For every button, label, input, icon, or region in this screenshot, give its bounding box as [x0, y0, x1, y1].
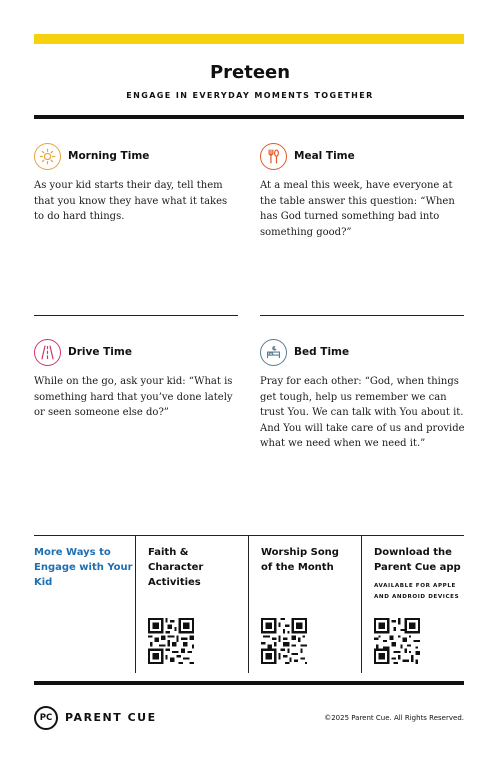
section-divider	[34, 315, 238, 316]
card-morning-time	[34, 142, 239, 225]
resource-parent-cue-app[interactable]	[361, 536, 464, 673]
resource-faith-character[interactable]	[135, 536, 248, 673]
card-title: Morning Time	[68, 150, 150, 162]
resource-title: Download the Parent Cue app	[374, 547, 461, 573]
header-divider	[34, 115, 464, 119]
card-text: Pray for each other: “God, when things get tough, help us remember we can trust You. We can talk with You about it. And You will take care of us and provide what we need when we need it.”	[260, 376, 465, 449]
card-title: Meal Time	[294, 150, 355, 162]
card-text: At a meal this week, have everyone at the table answer this question: “When has God turned something bad into something good?”	[260, 180, 455, 238]
footer-divider	[34, 681, 464, 685]
card-drive-time	[34, 338, 239, 421]
more-ways-column	[34, 536, 135, 673]
qr-code-icon[interactable]	[261, 618, 307, 664]
qr-code-icon[interactable]	[148, 618, 194, 664]
page-title: Preteen	[209, 62, 291, 83]
parent-cue-logo-icon: PC	[34, 706, 58, 730]
brand-name: PARENT CUE	[65, 711, 157, 724]
card-title: Bed Time	[294, 346, 350, 358]
resource-title: Faith & Character Activities	[148, 547, 204, 588]
top-accent-bar	[34, 34, 464, 44]
resource-title: Worship Song of the Month	[261, 547, 339, 573]
card-bed-time	[260, 338, 465, 452]
copyright-text: ©2025 Parent Cue. All Rights Reserved.	[324, 714, 464, 722]
sun-icon	[34, 143, 61, 170]
card-text: As your kid starts their day, tell them that you know they have what it takes to do hard things.	[34, 180, 228, 222]
card-text: While on the go, ask your kid: “What is something hard that you’ve done lately or seen someone else do?”	[34, 376, 233, 418]
resources-section	[34, 535, 464, 672]
resource-worship-song[interactable]	[248, 536, 361, 673]
qr-code-icon[interactable]	[374, 618, 420, 664]
bed-icon	[260, 339, 287, 366]
road-icon	[34, 339, 61, 366]
page-subtitle: ENGAGE IN EVERYDAY MOMENTS TOGETHER	[126, 91, 374, 100]
more-ways-heading: More Ways to Engage with Your Kid	[34, 547, 133, 588]
card-title: Drive Time	[68, 346, 132, 358]
availability-note: AVAILABLE FOR APPLE AND ANDROID DEVICES	[374, 583, 460, 600]
section-divider	[260, 315, 464, 316]
utensils-icon	[260, 143, 287, 170]
card-meal-time	[260, 142, 465, 240]
